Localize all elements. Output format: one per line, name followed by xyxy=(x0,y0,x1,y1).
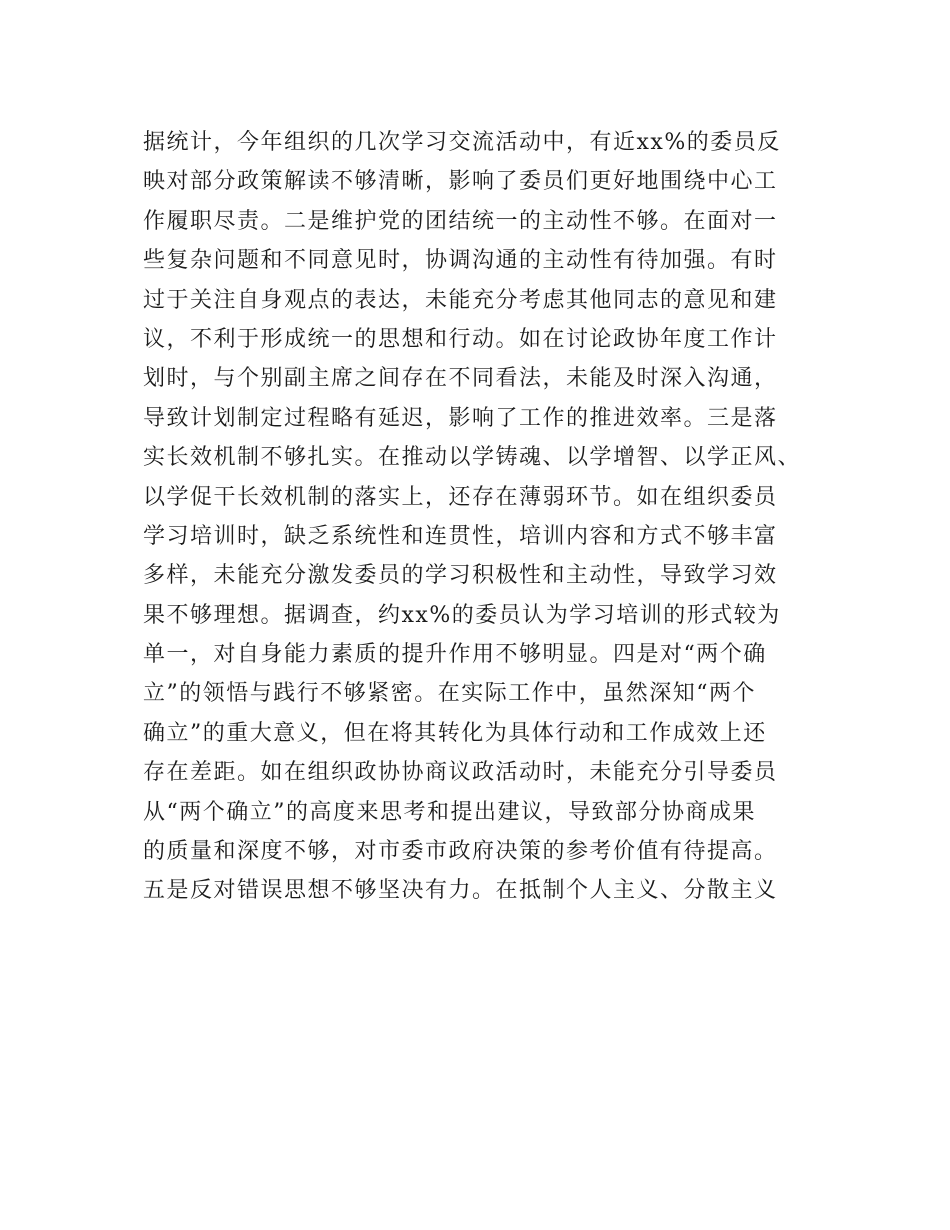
text-line-12: 多样，未能充分激发委员的学习积极性和主动性，导致学习效 xyxy=(143,563,778,589)
text-line-19: 的质量和深度不够，对市委市政府决策的参考价值有待提高。 xyxy=(143,839,778,865)
text-line-10: 以学促干长效机制的落实上，还存在薄弱环节。如在组织委员 xyxy=(143,484,778,510)
text-line-8: 导致计划制定过程略有延迟，影响了工作的推进效率。三是落 xyxy=(143,405,778,431)
text-line-2: 映对部分政策解读不够清晰，影响了委员们更好地围绕中心工 xyxy=(143,169,778,195)
text-line-18: 从“两个确立”的高度来思考和提出建议，导致部分协商成果 xyxy=(143,799,756,825)
text-line-11: 学习培训时，缺乏系统性和连贯性，培训内容和方式不够丰富 xyxy=(143,523,778,549)
text-line-1: 据统计，今年组织的几次学习交流活动中，有近xx%的委员反 xyxy=(143,130,781,155)
text-line-14: 单一，对自身能力素质的提升作用不够明显。四是对“两个确 xyxy=(143,642,767,668)
text-line-4: 些复杂问题和不同意见时，协调沟通的主动性有待加强。有时 xyxy=(143,248,778,274)
text-line-9: 实长效机制不够扎实。在推动以学铸魂、以学增智、以学正风、 xyxy=(143,445,802,471)
text-line-16: 确立”的重大意义，但在将其转化为具体行动和工作成效上还 xyxy=(143,720,767,746)
text-line-7: 划时，与个别副主席之间存在不同看法，未能及时深入沟通， xyxy=(143,366,778,392)
text-line-15: 立”的领悟与践行不够紧密。在实际工作中，虽然深知“两个 xyxy=(143,681,756,707)
text-line-13: 果不够理想。据调查，约xx%的委员认为学习培训的形式较为 xyxy=(143,602,781,628)
text-line-6: 议，不利于形成统一的思想和行动。如在讨论政协年度工作计 xyxy=(143,326,778,352)
text-line-3: 作履职尽责。二是维护党的团结统一的主动性不够。在面对一 xyxy=(143,208,778,234)
text-line-5: 过于关注自身观点的表达，未能充分考虑其他同志的意见和建 xyxy=(143,287,778,313)
text-line-17: 存在差距。如在组织政协协商议政活动时，未能充分引导委员 xyxy=(143,760,778,786)
text-line-20: 五是反对错误思想不够坚决有力。在抵制个人主义、分散主义 xyxy=(143,878,778,904)
body-paragraph xyxy=(143,123,823,911)
